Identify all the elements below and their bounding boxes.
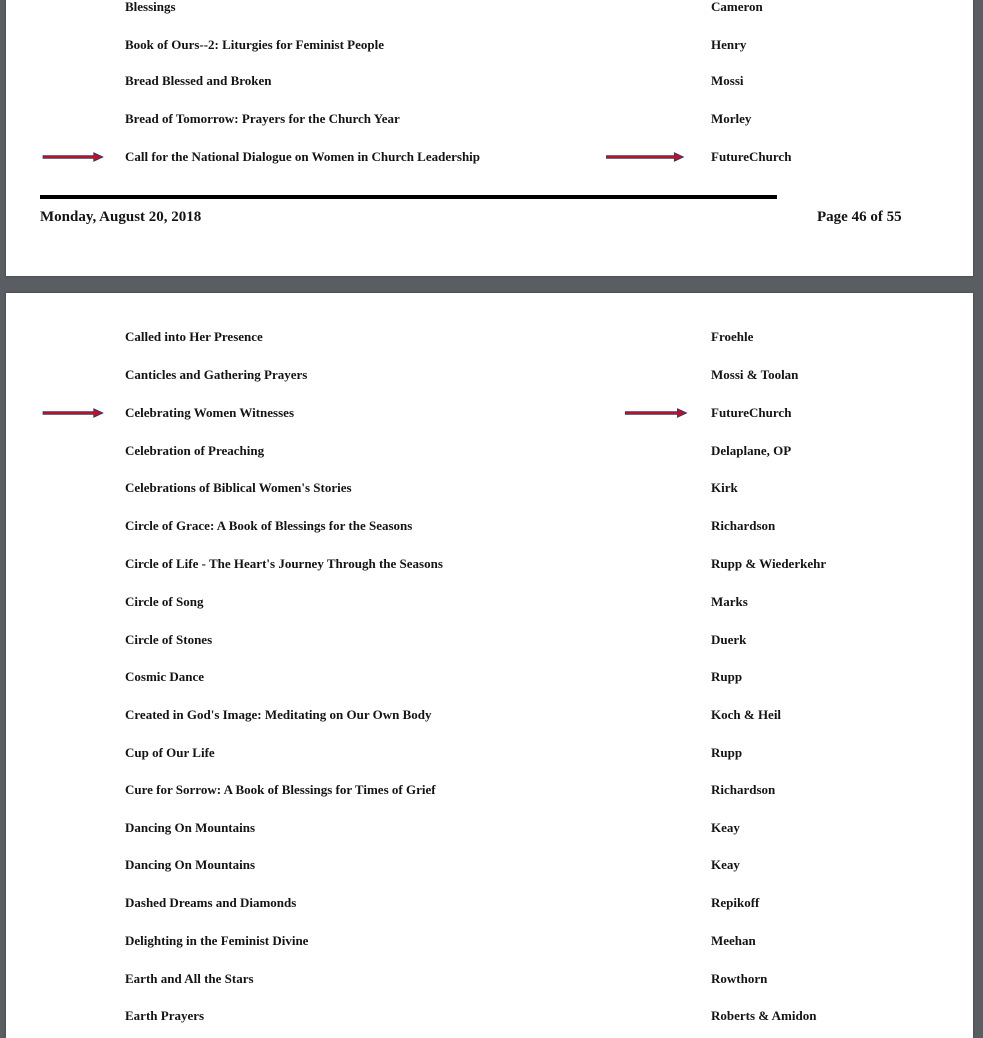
book-author: Rowthorn	[711, 971, 768, 986]
book-title: Cure for Sorrow: A Book of Blessings for Times of Grief	[125, 782, 436, 797]
book-title: Dancing On Mountains	[125, 820, 256, 835]
list-item	[6, 594, 973, 614]
list-item-highlighted	[6, 405, 973, 425]
book-title: Earth Prayers	[125, 1008, 205, 1023]
book-author: Kirk	[711, 480, 738, 495]
list-item	[6, 556, 973, 576]
book-title: Created in God's Image: Meditating on Our Own Body	[125, 707, 432, 722]
book-title: Circle of Stones	[125, 632, 213, 647]
book-title: Earth and All the Stars	[125, 971, 254, 986]
book-author: Rupp & Wiederkehr	[711, 556, 827, 571]
book-author: Meehan	[711, 933, 756, 948]
footer-divider	[40, 195, 777, 199]
book-title: Circle of Life - The Heart's Journey Through the Seasons	[125, 556, 443, 571]
book-author: Roberts & Amidon	[711, 1008, 817, 1023]
book-author: Richardson	[711, 518, 776, 533]
list-item	[6, 0, 973, 19]
book-author: Rupp	[711, 745, 743, 760]
list-item	[6, 857, 973, 877]
book-author: Duerk	[711, 632, 747, 647]
book-author: Froehle	[711, 329, 754, 344]
list-item	[6, 443, 973, 463]
red-arrow-icon	[612, 408, 700, 418]
book-author: Henry	[711, 37, 747, 52]
list-item	[6, 73, 973, 93]
book-title: Cup of Our Life	[125, 745, 215, 760]
red-arrow-icon	[590, 152, 700, 162]
list-item	[6, 480, 973, 500]
red-arrow-icon	[30, 408, 116, 418]
list-item	[6, 111, 973, 131]
pdf-page-46	[6, 0, 973, 276]
book-author: Repikoff	[711, 895, 760, 910]
book-author: Mossi & Toolan	[711, 367, 799, 382]
book-author: Richardson	[711, 782, 776, 797]
book-author: Keay	[711, 820, 740, 835]
book-title: Dancing On Mountains	[125, 857, 256, 872]
pdf-page-47	[6, 293, 973, 1038]
book-author: FutureChurch	[711, 149, 792, 164]
list-item	[6, 895, 973, 915]
list-item	[6, 37, 973, 57]
list-item	[6, 745, 973, 765]
book-author: Keay	[711, 857, 740, 872]
list-item	[6, 518, 973, 538]
book-author: Koch & Heil	[711, 707, 782, 722]
list-item	[6, 367, 973, 387]
book-author: Rupp	[711, 669, 743, 684]
footer-page-number: Page 46 of 55	[817, 209, 902, 225]
list-item	[6, 669, 973, 689]
list-item	[6, 933, 973, 953]
book-title: Celebration of Preaching	[125, 443, 265, 458]
list-item-highlighted	[6, 149, 973, 169]
book-title: Dashed Dreams and Diamonds	[125, 895, 297, 910]
book-author: FutureChurch	[711, 405, 792, 420]
book-author: Morley	[711, 111, 752, 126]
list-item	[6, 820, 973, 840]
book-title: Call for the National Dialogue on Women in Church Leadership	[125, 149, 481, 164]
book-title: Book of Ours--2: Liturgies for Feminist People	[125, 37, 385, 52]
book-title: Delighting in the Feminist Divine	[125, 933, 309, 948]
book-title: Called into Her Presence	[125, 329, 263, 344]
book-title: Canticles and Gathering Prayers	[125, 367, 308, 382]
book-author: Delaplane, OP	[711, 443, 792, 458]
list-item	[6, 329, 973, 349]
red-arrow-icon	[30, 152, 116, 162]
book-author: Mossi	[711, 73, 744, 88]
list-item	[6, 971, 973, 991]
book-author: Cameron	[711, 0, 763, 14]
book-title: Bread Blessed and Broken	[125, 73, 272, 88]
book-title: Circle of Song	[125, 594, 204, 609]
book-title: Circle of Grace: A Book of Blessings for the Seasons	[125, 518, 413, 533]
book-title: Cosmic Dance	[125, 669, 205, 684]
book-title: Bread of Tomorrow: Prayers for the Church Year	[125, 111, 400, 126]
list-item	[6, 1008, 973, 1028]
list-item	[6, 782, 973, 802]
book-author: Marks	[711, 594, 748, 609]
book-title: Celebrating Women Witnesses	[125, 405, 295, 420]
book-title: Celebrations of Biblical Women's Stories	[125, 480, 352, 495]
list-item	[6, 707, 973, 727]
list-item	[6, 632, 973, 652]
footer-date: Monday, August 20, 2018	[40, 209, 202, 225]
book-title: Blessings	[125, 0, 176, 14]
